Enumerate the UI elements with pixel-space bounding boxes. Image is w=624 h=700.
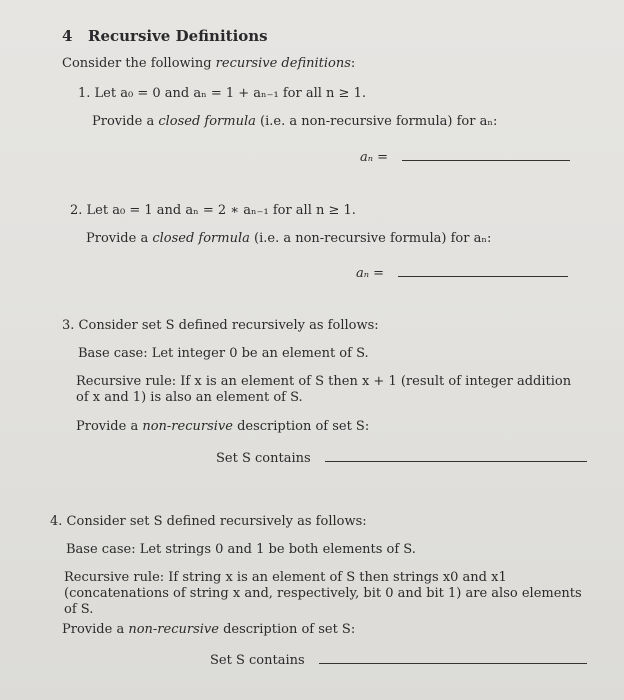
answer-blank-4[interactable] (319, 663, 587, 664)
problem-4-prompt: Provide a non-recursive description of set S: (62, 622, 356, 637)
problem-4-base-case: Base case: Let strings 0 and 1 be both elements of S. (66, 542, 416, 557)
intro-text: Consider the following recursive definitions: (62, 56, 356, 71)
problem-1-definition: 1. Let a₀ = 0 and aₙ = 1 + aₙ₋₁ for all n ≥ 1. (78, 86, 366, 101)
problem-4-answer: Set S contains (210, 653, 587, 669)
section-number: 4 (62, 27, 73, 45)
problem-2-definition: 2. Let a₀ = 1 and aₙ = 2 ∗ aₙ₋₁ for all n ≥ 1. (70, 203, 356, 218)
problem-3-answer: Set S contains (216, 451, 587, 467)
problem-3-intro: 3. Consider set S defined recursively as follows: (62, 318, 379, 333)
section-heading (62, 28, 268, 44)
problem-1-answer: aₙ = (360, 150, 570, 166)
problem-3-base-case: Base case: Let integer 0 be an element of S. (78, 346, 369, 361)
problem-4-recursive-rule: Recursive rule: If string x is an element of S then strings x0 and x1 (concatenations of string x and, respectively, bit 0 and bit 1) are also elements of S. (64, 570, 582, 617)
problem-2-prompt: Provide a closed formula (i.e. a non-recursive formula) for aₙ: (86, 231, 492, 246)
section-title: Recursive Definitions (88, 27, 268, 45)
problem-2-answer: aₙ = (356, 266, 568, 282)
problem-1-prompt: Provide a closed formula (i.e. a non-recursive formula) for aₙ: (92, 114, 498, 129)
answer-blank-1[interactable] (402, 160, 570, 161)
problem-4-intro: 4. Consider set S defined recursively as follows: (50, 514, 367, 529)
problem-3-prompt: Provide a non-recursive description of set S: (76, 419, 370, 434)
problem-3-recursive-rule: Recursive rule: If x is an element of S then x + 1 (result of integer addition of x and 1) is also an element of S. (76, 374, 572, 405)
answer-blank-2[interactable] (398, 276, 568, 277)
answer-blank-3[interactable] (325, 461, 587, 462)
